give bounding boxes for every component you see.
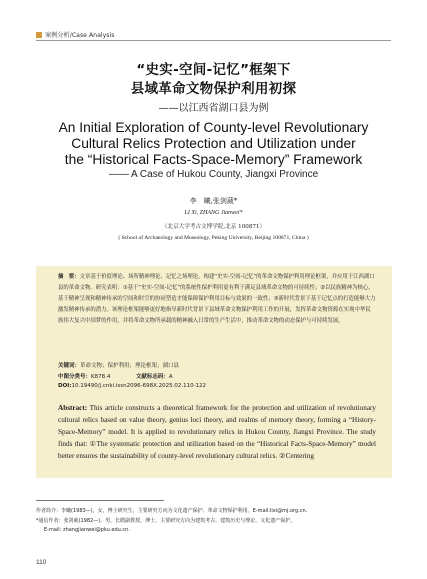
title-cn-line2: 县域革命文物保护利用初探 [130,81,297,97]
title-en-line3: the “Historical Facts-Space-Memory” Framework [64,152,363,167]
doc-code-value: A [168,374,173,380]
orange-square-icon [36,32,42,38]
abstract-cn [58,272,376,327]
section-label: 案例分析/Case Analysis [45,32,115,39]
affiliation-en: ( School of Archaeology and Museology, Peking University, Beijing 100871, China ) [118,235,309,241]
affiliation-cn: （北京大学考古文博学院,北京 100871） [161,224,266,230]
section-tag [36,30,114,39]
footnote-author-intro: 作者简介：李曦(1983—)，女，博士研究生，主要研究方向为文化遗产保护、革命文物保护利用。E-mail:lixi@mj.org.cn. [36,508,308,514]
footnote-corresponding: *通信作者：张剑葳(1982—)，男，长聘副教授，博士，主要研究方向为建筑考古、建筑历史与理论、文化遗产保护。 [36,518,296,524]
doi-label: DOI: [58,383,72,389]
doi-line [58,383,206,389]
abstract-en [58,402,376,462]
abstract-box [36,266,392,478]
subtitle-cn: ——以江西省湖口县为例 [158,103,269,114]
keywords-label: 关键词： [58,363,81,369]
authors-en: LI Xi, ZHANG Jianwei* [184,210,243,216]
abstract-cn-label: 摘 要： [58,274,80,280]
keywords-text: 革命文物；保护利用；理论框架；湖口县 [80,363,180,369]
subtitle-en: —— A Case of Hukou County, Jiangxi Province [108,169,319,180]
title-cn-line1: “史实-空间-记忆”框架下 [136,62,291,78]
header-divider [36,40,391,41]
doi-value: 10.19490/j.cnki.issn2096-698X.2025.02.110-122 [71,383,207,389]
title-en-line1: An Initial Exploration of County-level Revolutionary [58,120,369,135]
authors-cn: 李 曦,张剑葳* [189,197,238,205]
doc-code-label: 文献标志码： [135,374,169,380]
footnote-email: E-mail: zhangjianwei@pku.edu.cn. [44,527,130,533]
abstract-cn-text: 文章基于价值理论、场所精神理论、记忆之场理论，构建“史实-空间-记忆”的革命文物保护利用理论框架，并应用于江西湖口县的革命文物。研究表明：①基于“史实-空间-记忆”的系统性保护利用更有利于满足县域革命文物的可持续性；②以民族精神为核心，基于精神呈现和精神传承的空间和时空的协同塑造才能保障保护利用目标与效果的一致性；③新时代背景下基于记忆点的打造能够大力激发精神传承的潜力。该理论框架能够更好地指导新时代背景下县域革命文物保护利用工作的开展，发挥革命文物资源在实现中华民族伟大复兴中国梦的作用，并将革命文物所承载的精神融入日常的生产生活中，推动革命文物的动态保护与可持续发展。 [58,274,376,325]
page-number: 110 [36,559,47,566]
keywords-line [58,361,179,369]
footnote-divider [36,500,164,501]
title-en-line2: Cultural Relics Protection and Utilization under [71,136,356,151]
clc-value: K878.4 [91,374,111,380]
clc-label: 中图分类号： [58,374,92,380]
abstract-en-text: This article constructs a theoretical framework for the protection and utilization of revolutionary cultural relics based on value theory, genius loci theory, and realms of memory theory, forming a “History-Space-Memory” model. It is applied to revolutionary relics in Hukou County, Jiangxi Province. The study finds that: ①The systematic protection and utilization based on the “Historical Facts-Space-Memory” model better ensures the sustainability of county-level revolutionary cultural relics. ②Centering [58,404,376,460]
abstract-en-label: Abstract: [58,404,88,412]
classification-line [58,372,173,380]
